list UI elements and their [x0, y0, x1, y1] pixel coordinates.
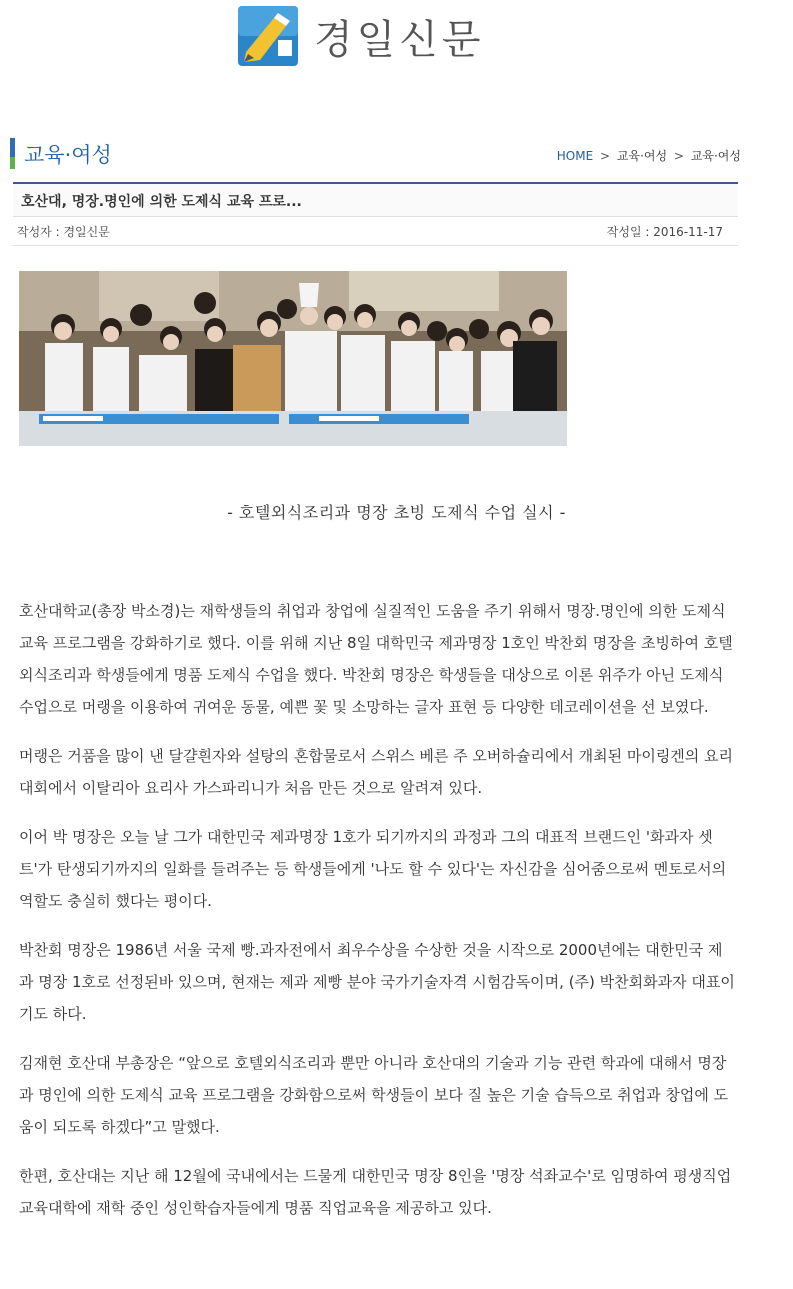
article-paragraph: 호산대학교(총장 박소경)는 재학생들의 취업과 창업에 실질적인 도움을 주기 위해서 명장.명인에 의한 도제식 교육 프로그램을 강화하기로 했다. 이를 위해 지난 8일 대학민국 제과명장 1호인 박찬회 명장을 초빙하여 호텔외식조리과 학생들에게 명품 도제식 수업을 했다. 박찬회 명장은 학생들을 대상으로 이론 위주가 아닌 도제식 수업으로 머랭을 이용하여 귀여운 동물, 예쁜 꽃 및 소망하는 글자 표현 등 다양한 데코레이션을 선 보였다.	[19, 602, 733, 716]
site-name: 경일신문	[314, 16, 485, 63]
article-paragraph: 이어 박 명장은 오늘 날 그가 대한민국 제과명장 1호가 되기까지의 과정과 그의 대표적 브랜드인 '화과자 셋트'가 탄생되기까지의 일화를 들려주는 등 학생들에게 '나도 할 수 있다'는 자신감을 심어줌으로써 멘토로서의 역할도 충실히 했다는 평이다.	[19, 828, 727, 910]
site-logo[interactable]	[238, 6, 485, 66]
article-title: 호산대, 명장.명인에 의한 도제식 교육 프로...	[21, 194, 302, 210]
article-meta	[13, 215, 738, 246]
article-title-bar	[13, 182, 738, 217]
date-label: 작성일 :	[606, 225, 654, 239]
article-subheading: - 호텔외식조리과 명장 초빙 도제식 수업 실시 -	[227, 503, 566, 522]
section-accent-bar	[10, 138, 15, 169]
article-paragraph: 김재현 호산대 부총장은 “앞으로 호텔외식조리과 뿐만 아니라 호산대의 기술과 기능 관련 학과에 대해서 명장과 명인에 의한 도제식 교육 프로그램을 강화함으로써 학생들이 보다 질 높은 기술 습득으로 취업과 창업에 도움이 되도록 하겠다”고 말했다.	[19, 1054, 729, 1136]
breadcrumb-separator: >	[600, 149, 611, 163]
section-header	[10, 138, 741, 170]
article-photo	[19, 271, 567, 446]
breadcrumb-home-link[interactable]: HOME	[556, 149, 594, 163]
breadcrumb-level1-link[interactable]: 교육·여성	[616, 149, 668, 163]
breadcrumb-separator: >	[673, 149, 684, 163]
publish-date: 2016-11-17	[653, 225, 723, 239]
breadcrumb	[557, 147, 741, 164]
article-paragraph: 머랭은 거품을 많이 낸 달걀흰자와 설탕의 혼합물로서 스위스 베른 주 오버하슐리에서 개최된 마이링겐의 요리대회에서 이탈리아 요리사 가스파리니가 처음 만든 것으로 알려져 있다.	[19, 747, 734, 797]
author-name: 경일신문	[63, 225, 110, 239]
newspaper-pen-logo-icon	[238, 6, 298, 66]
date-info	[607, 223, 723, 240]
breadcrumb-level2-link[interactable]: 교육·여성	[690, 149, 741, 163]
article-body	[19, 595, 735, 1241]
section-title: 교육·여성	[24, 143, 112, 167]
author-info	[17, 223, 110, 240]
article-paragraph: 한편, 호산대는 지난 해 12월에 국내에서는 드물게 대한민국 명장 8인을 '명장 석좌교수'로 임명하여 평생직업교육대학에 재학 중인 성인학습자들에게 명품 직업교육을 제공하고 있다.	[19, 1167, 732, 1217]
article-paragraph: 박찬회 명장은 1986년 서울 국제 빵.과자전에서 최우수상을 수상한 것을 시작으로 2000년에는 대한민국 제과 명장 1호로 선정된바 있으며, 현재는 제과 제빵 분야 국가기술자격 시험감독이며, (주) 박찬회화과자 대표이기도 하다.	[19, 941, 735, 1023]
author-label: 작성자 :	[17, 225, 64, 239]
